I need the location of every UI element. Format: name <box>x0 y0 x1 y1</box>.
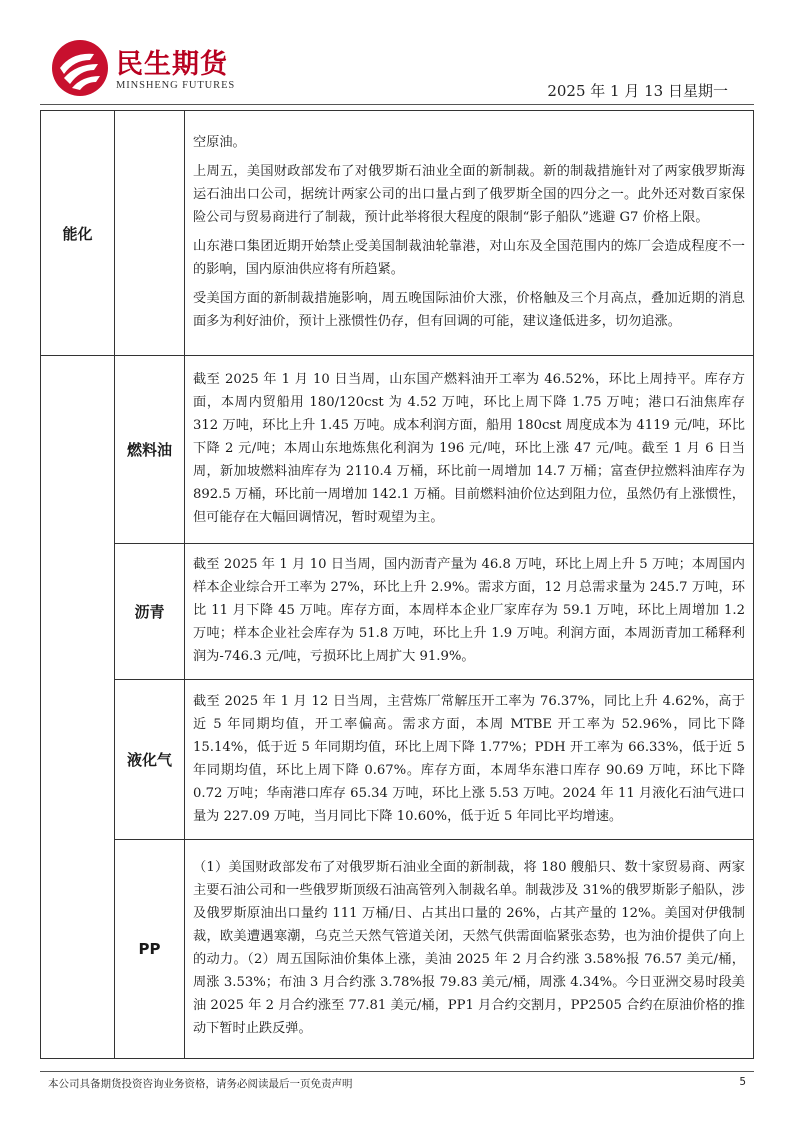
footer-divider <box>40 1071 754 1072</box>
brand-name-en: MINSHENG FUTURES <box>116 80 236 91</box>
row-content <box>185 356 754 544</box>
paragraph: 空原油。 <box>193 135 246 150</box>
empty-subcategory-cell <box>115 111 185 356</box>
subcategory-label: PP <box>115 840 185 1059</box>
table-row <box>41 680 754 840</box>
table-row <box>41 356 754 544</box>
subcategory-label: 沥青 <box>115 544 185 680</box>
table-row <box>41 544 754 680</box>
table-row <box>41 111 754 356</box>
paragraph: （1）美国财政部发布了对俄罗斯石油业全面的新制裁，将 180 艘船只、数十家贸易商、两家主要石油公司和一些俄罗斯顶级石油高管列入制裁名单。制裁涉及 31%的俄罗斯影子船队，涉及俄罗斯原油出口量约 111 万桶/日、占其出口量的 26%，占其产量的 12%。美国对伊俄制裁，欧美遭遇寒潮，乌克兰天然气管道关闭，天然气供需面临紧张态势，也为油价提供了向上的动力。（2）周五国际油价集体上涨，美油 2025 年 2 月合约涨 3.58%报 76.57 美元/桶，周涨 3.53%；布油 3 月合约涨 3.78%报 79.83 美元/桶，周涨 4.34%。今日亚洲交易时段美油 2025 年 2 月合约涨至 77.81 美元/桶，PP1 月合约交割月，PP2505 合约在原油价格的推动下暂时止跌反弹。 <box>193 860 745 1036</box>
category-continuation-cell <box>41 356 115 1059</box>
footer-disclaimer: 本公司具备期货投资咨询业务资格，请务必阅读最后一页免责声明 <box>48 1078 353 1090</box>
page-number: 5 <box>739 1076 746 1088</box>
minsheng-logo-icon <box>50 38 110 98</box>
header-divider <box>40 104 754 105</box>
paragraph: 截至 2025 年 1 月 10 日当周，国内沥青产量为 46.8 万吨，环比上周上升 5 万吨；本周国内样本企业综合开工率为 27%，环比上升 2.9%。需求方面，12 月总需求量为 245.7 万吨，环比 11 月下降 45 万吨。库存方面，本周样本企业厂家库存为 59.1 万吨，环比上周增加 1.2 万吨；样本企业社会库存为 51.8 万吨，环比上升 1.9 万吨。利润方面，本周沥青加工稀释利润为-746.3 元/吨，亏损环比上周扩大 91.9%。 <box>193 557 745 664</box>
paragraph: 截至 2025 年 1 月 10 日当周，山东国产燃料油开工率为 46.52%，环比上周持平。库存方面，本周内贸船用 180/120cst 为 4.52 万吨，环比上周下降 1.75 万吨；港口石油焦库存 312 万吨，环比上升 1.45 万吨。成本利润方面，船用 180cst 周度成本为 4119 元/吨，环比下降 2 元/吨；本周山东地炼焦化利润为 196 元/吨，环比上涨 47 元/吨。截至 1 月 6 日当周，新加坡燃料油库存为 2110.4 万桶，环比前一周增加 14.7 万桶；富查伊拉燃料油库存为 892.5 万桶，环比前一周增加 142.1 万桶。目前燃料油价位达到阻力位，虽然仍有上涨惯性，但可能存在大幅回调情况，暂时观望为主。 <box>193 372 745 525</box>
commodity-table <box>40 110 754 1059</box>
paragraph: 山东港口集团近期开始禁止受美国制裁油轮靠港，对山东及全国范围内的炼厂会造成程度不一的影响，国内原油供应将有所趋紧。 <box>193 239 745 277</box>
paragraph: 截至 2025 年 1 月 12 日当周，主营炼厂常解压开工率为 76.37%，同比上升 4.62%，高于近 5 年同期均值，开工率偏高。需求方面，本周 MTBE 开工率为 52.96%，同比下降 15.14%，低于近 5 年同期均值，环比上周下降 1.77%；PDH 开工率为 66.33%，低于近 5 年同期均值，环比上周下降 0.67%。库存方面，本周华东港口库存 90.69 万吨，环比下降 0.72 万吨；华南港口库存 65.34 万吨，环比上涨 5.53 万吨。2024 年 11 月液化石油气进口量为 227.09 万吨，当月同比下降 10.60%，低于近 5 年同比平均增速。 <box>193 693 745 824</box>
paragraph: 受美国方面的新制裁措施影响，周五晚国际油价大涨，价格触及三个月高点，叠加近期的消息面多为利好油价，预计上涨惯性仍存，但有回调的可能，建议逢低进多，切勿追涨。 <box>193 291 745 329</box>
table-row <box>41 840 754 1059</box>
subcategory-label: 液化气 <box>115 680 185 840</box>
row-content <box>185 544 754 680</box>
brand-name-cn: 民生期货 <box>116 49 228 80</box>
subcategory-label: 燃料油 <box>115 356 185 544</box>
paragraph: 上周五，美国财政部发布了对俄罗斯石油业全面的新制裁。新的制裁措施针对了两家俄罗斯海运石油出口公司，据统计两家公司的出口量占到了俄罗斯全国的四分之一。此外还对数百家保险公司与贸易商进行了制裁，预计此举将很大程度的限制“影子船队”逃避 G7 价格上限。 <box>193 164 745 225</box>
report-date: 2025 年 1 月 13 日星期一 <box>547 82 728 100</box>
row-content <box>185 840 754 1059</box>
crude-oil-content <box>185 111 754 356</box>
page-header <box>0 0 794 108</box>
category-cell: 能化 <box>41 111 115 356</box>
row-content <box>185 680 754 840</box>
